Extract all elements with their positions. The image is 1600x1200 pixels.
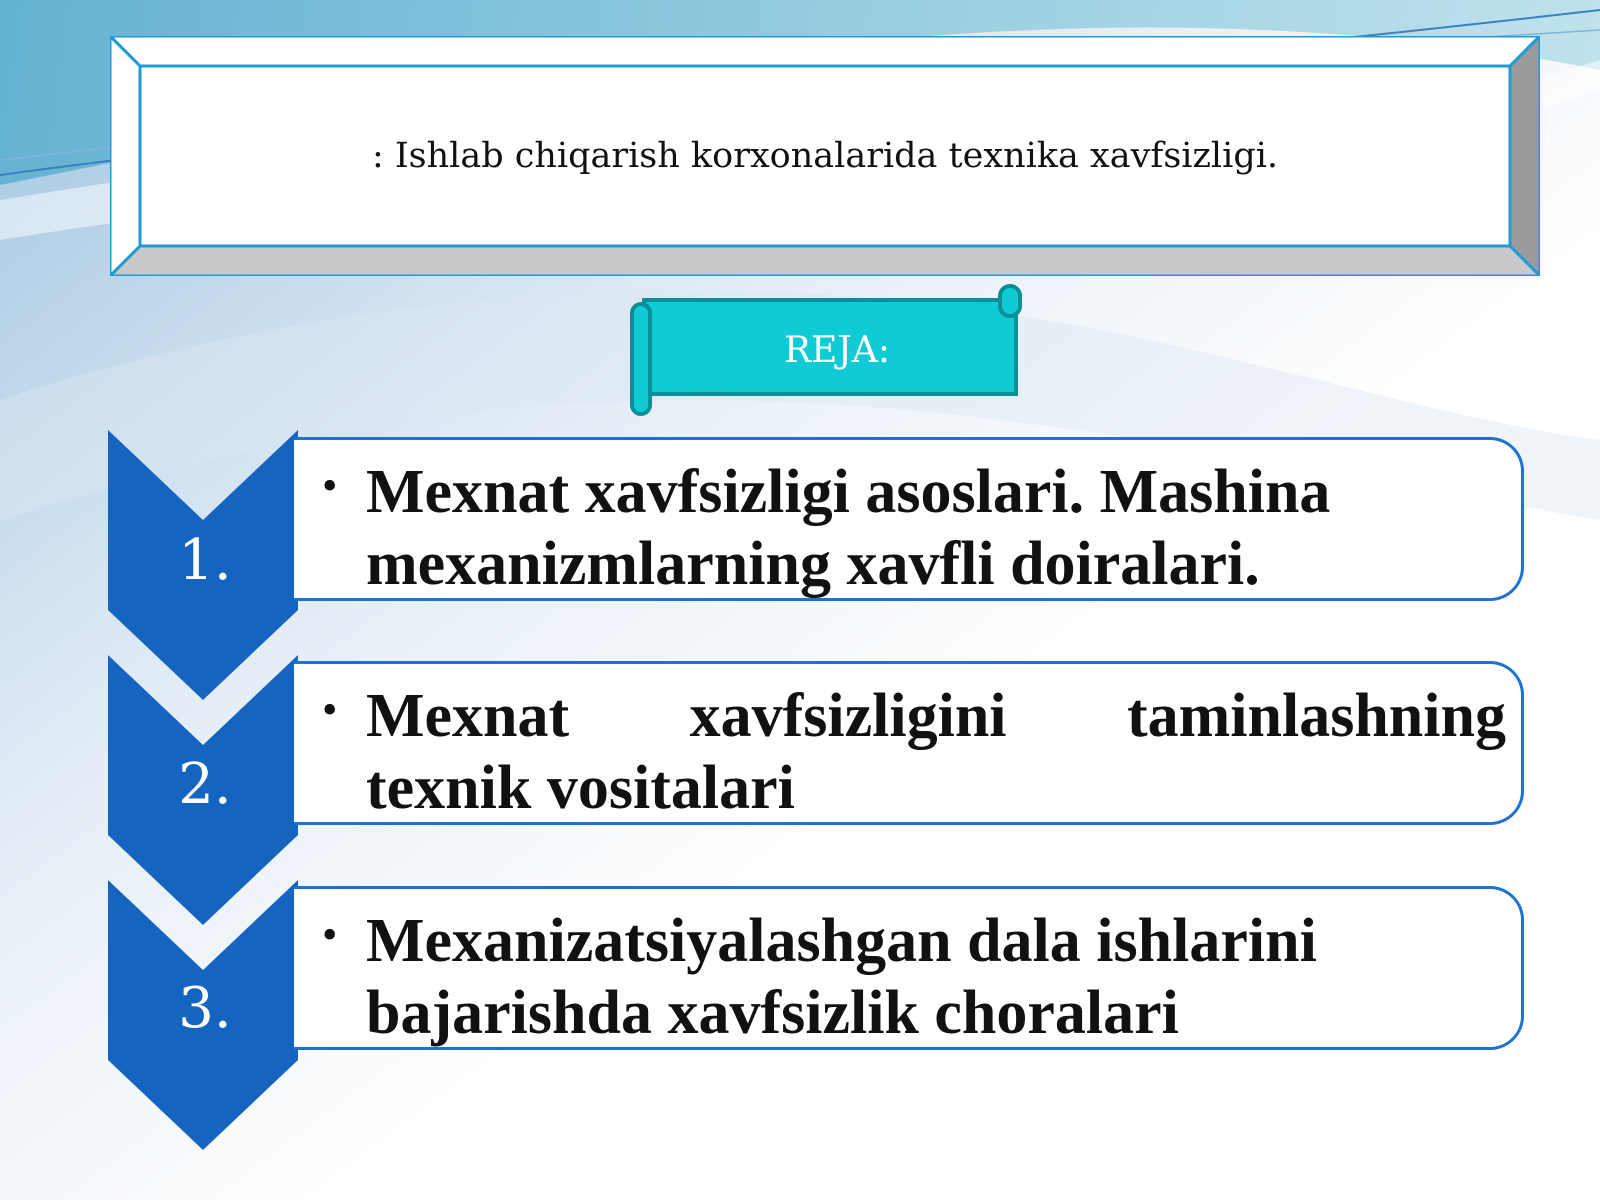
plan-item-2 <box>294 661 1524 825</box>
item-number-3: 3. <box>178 976 232 1041</box>
plan-item-3-line1: Mexanizatsiyalashgan dala ishlarini <box>366 907 1317 975</box>
bullet-icon: • <box>322 461 338 510</box>
bullet-icon: • <box>322 910 338 959</box>
plan-item-1-line2: mexanizmlarning xavfli doiralari. <box>366 530 1260 598</box>
bullet-icon: • <box>322 685 338 734</box>
plan-item-2-line2: texnik vositalari <box>366 754 795 822</box>
item-number-2: 2. <box>178 752 232 817</box>
plan-item-1-text <box>366 456 1506 600</box>
item-number-1: 1. <box>178 528 232 593</box>
plan-label: REJA: <box>784 329 890 371</box>
slide-title: : Ishlab chiqarish korxonalarida texnika xavfsizligi. <box>371 136 1279 176</box>
plan-item-2-text <box>366 680 1506 824</box>
plan-item-3-line2: bajarishda xavfsizlik choralari <box>366 979 1179 1047</box>
plan-item-1 <box>294 437 1524 601</box>
plan-item-3-text <box>366 905 1506 1049</box>
plan-item-1-line1: Mexnat xavfsizligi asoslari. Mashina <box>366 458 1331 526</box>
plan-item-3 <box>294 886 1524 1050</box>
plan-item-2-line1: Mexnat xavfsizligini taminlashning <box>366 682 1506 750</box>
